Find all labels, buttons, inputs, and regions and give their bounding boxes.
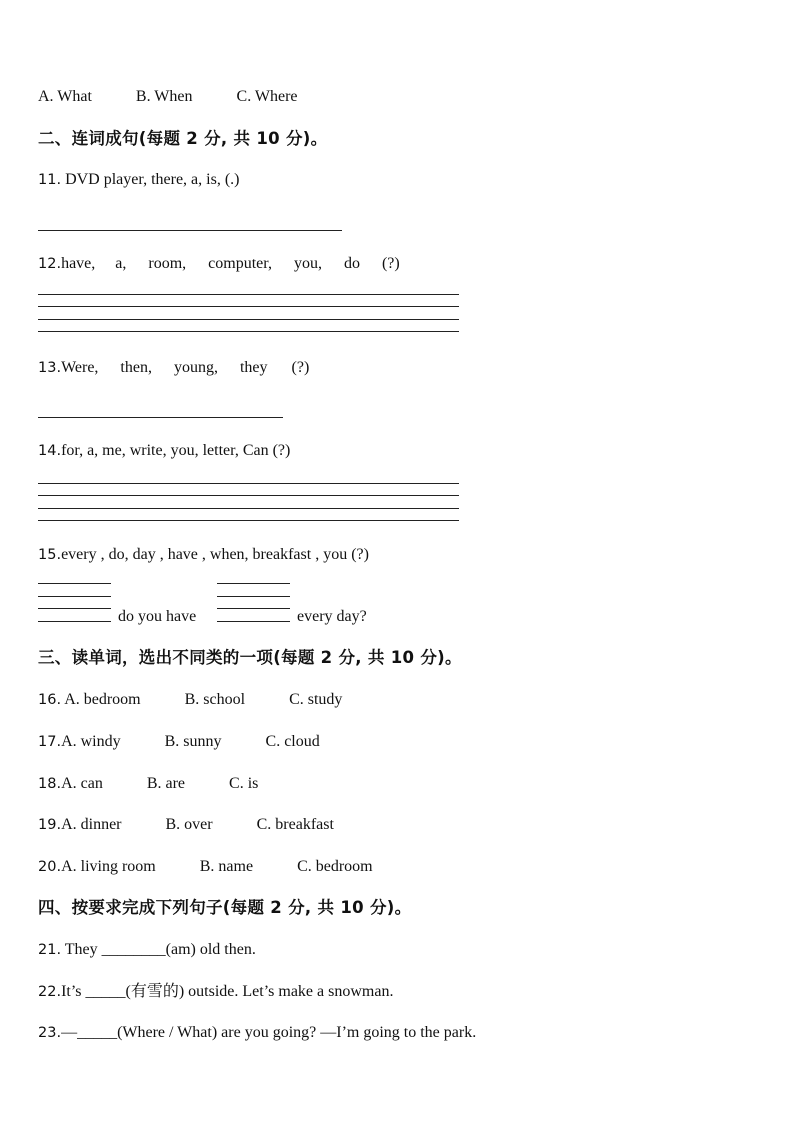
section4-title: 四、按要求完成下列句子(每题 2 分, 共 10 分)。 [38,898,412,917]
q12-word: computer, [208,255,272,272]
q16-number: 16. [38,692,62,708]
q22-text: It’s _____(有雪的) outside. Let’s make a snowman. [61,983,394,1000]
q17 [38,732,320,752]
q15-blank2-line[interactable] [217,608,290,609]
q15 [38,545,369,565]
q12-number: 12. [38,256,62,272]
q19-option-a: A. dinner [61,816,122,833]
q10-option-a: A. What [38,88,92,105]
q15-mid-text: do you have [118,608,197,625]
q14 [38,441,290,461]
q15-blank1-line[interactable] [38,583,111,584]
q18 [38,774,258,794]
q13-word: they [239,359,268,376]
q21-number: 21. [38,942,62,958]
q18-number: 18. [38,776,62,792]
q13-word: Were, [61,359,99,376]
q18-option-c: C. is [229,775,259,792]
q12-answer-line[interactable] [38,294,459,295]
q13-number: 13. [38,360,62,376]
q15-blank2-line[interactable] [217,596,290,597]
q17-option-b: B. sunny [164,733,222,750]
q20-option-a: A. living room [61,858,156,875]
q16-option-c: C. study [289,691,343,708]
q10-option-b: B. When [135,88,193,105]
q15-blank2-line[interactable] [217,583,290,584]
q22 [38,982,393,1002]
q12-word: (?) [381,255,400,272]
q12-word: a, [115,255,127,272]
q10-option-c: C. Where [236,88,298,105]
q13-word: young, [173,359,218,376]
q14-answer-line[interactable] [38,520,459,521]
q17-option-c: C. cloud [265,733,320,750]
q15-blank1-line[interactable] [38,596,111,597]
q20-option-b: B. name [199,858,254,875]
q12-word: have, [61,255,96,272]
q16-option-b: B. school [184,691,246,708]
q19 [38,815,334,835]
q20-option-c: C. bedroom [297,858,373,875]
q13-answer-line[interactable] [38,417,283,418]
q12-answer-line[interactable] [38,306,459,307]
q19-option-b: B. over [165,816,213,833]
q23-number: 23. [38,1025,62,1041]
q23-text: —_____(Where / What) are you going? —I’m going to the park. [61,1024,477,1041]
q12-word: you, [293,255,322,272]
q21 [38,940,256,960]
q15-number: 15. [38,547,62,563]
q13-word: then, [120,359,152,376]
q14-answer-line[interactable] [38,495,459,496]
q20 [38,857,373,877]
q11-answer-line[interactable] [38,230,342,231]
q14-answer-line[interactable] [38,508,459,509]
q12-answer-line[interactable] [38,331,459,332]
q14-text: for, a, me, write, you, letter, Can (?) [61,442,291,459]
q21-text: They ________(am) old then. [64,941,256,958]
q20-number: 20. [38,859,62,875]
q12 [38,254,400,274]
q13-word: (?) [291,359,310,376]
q15-blank2-line[interactable] [217,621,290,622]
q13 [38,358,309,378]
q12-word: room, [148,255,187,272]
q15-end-text: every day? [297,608,367,625]
q14-answer-line[interactable] [38,483,459,484]
q15-blank1-line[interactable] [38,608,111,609]
q15-text: every , do, day , have , when, breakfast , you (?) [61,546,369,563]
q12-answer-line[interactable] [38,319,459,320]
section2-title: 二、连词成句(每题 2 分, 共 10 分)。 [38,129,328,148]
q16 [38,690,342,710]
q11 [38,170,239,190]
q10-options [38,87,298,107]
q22-number: 22. [38,984,62,1000]
q23 [38,1023,476,1043]
q19-number: 19. [38,817,62,833]
q12-word: do [343,255,360,272]
q19-option-c: C. breakfast [256,816,334,833]
q15-blank1-line[interactable] [38,621,111,622]
q18-option-b: B. are [146,775,186,792]
q17-option-a: A. windy [61,733,121,750]
q11-text: DVD player, there, a, is, (.) [65,171,240,188]
q16-option-a: A. bedroom [64,691,141,708]
q11-number: 11. [38,172,62,188]
section3-title: 三、读单词，选出不同类的一项(每题 2 分, 共 10 分)。 [38,648,462,667]
q14-number: 14. [38,443,62,459]
q18-option-a: A. can [61,775,103,792]
q17-number: 17. [38,734,62,750]
